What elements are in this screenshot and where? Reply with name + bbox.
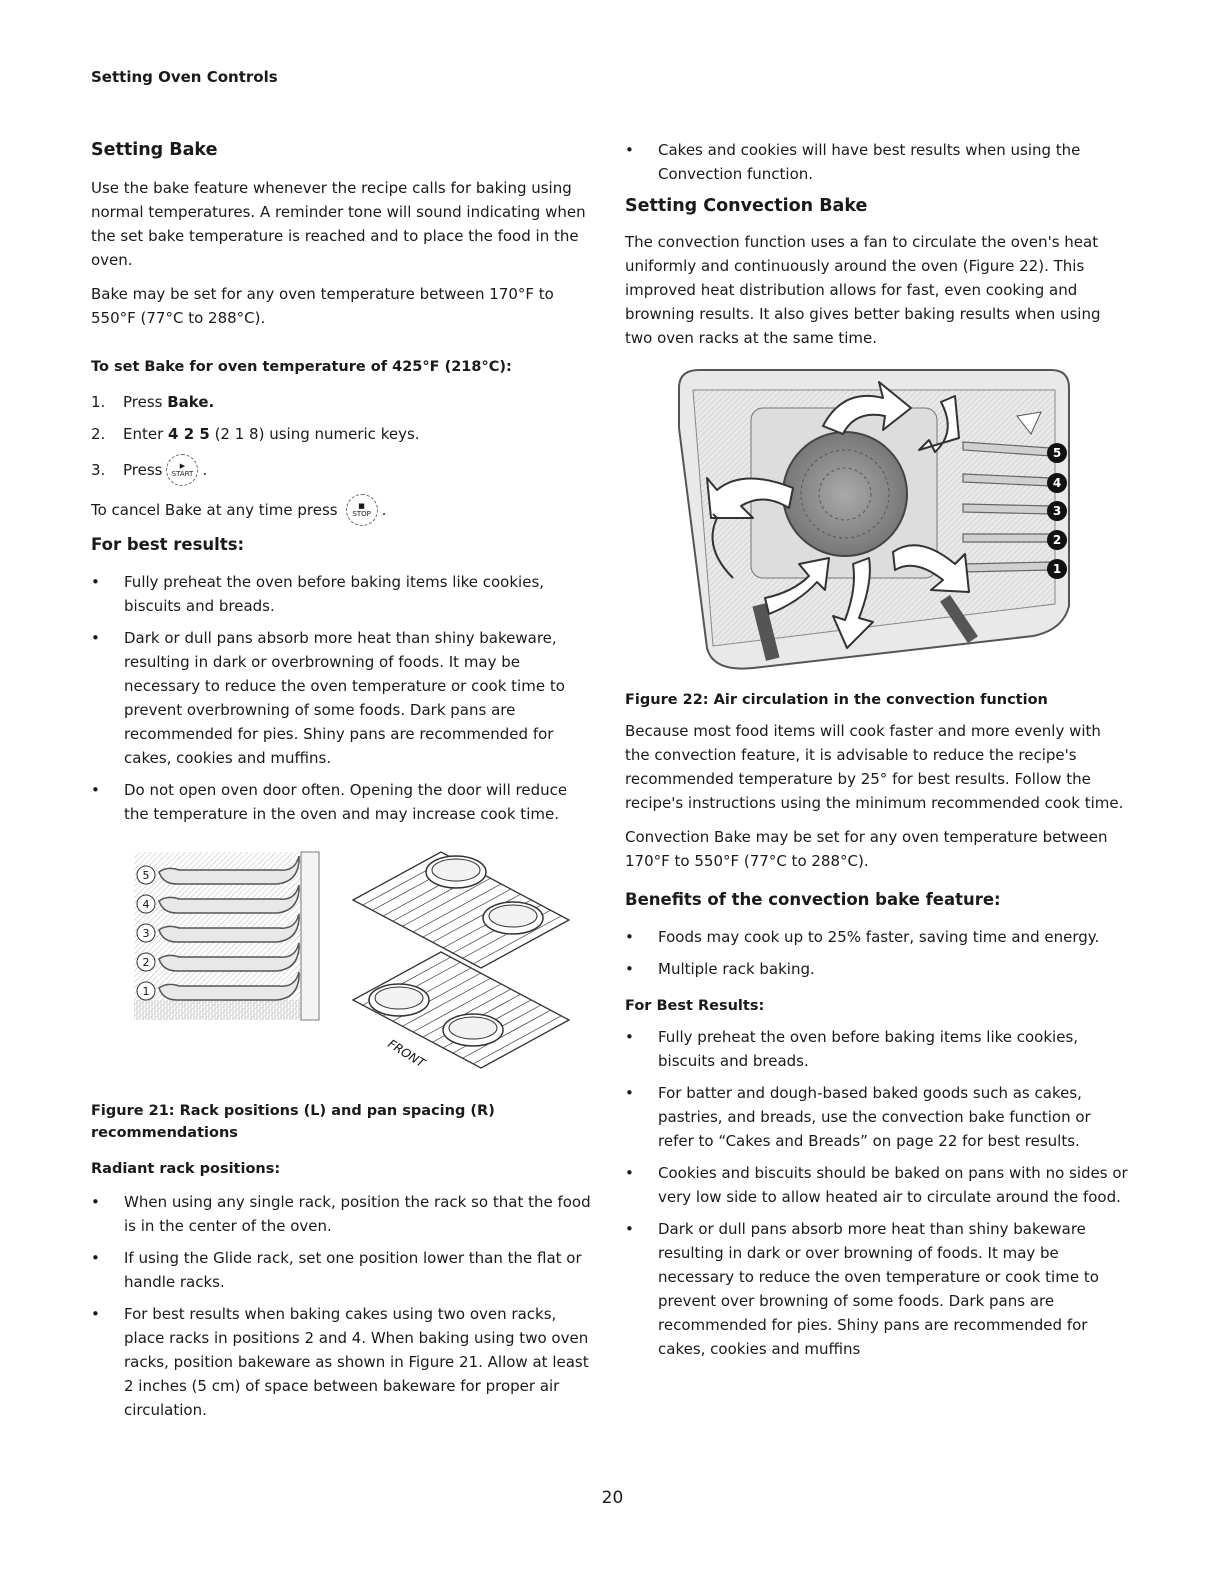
best-results-list	[91, 570, 591, 826]
start-label: START	[171, 470, 194, 478]
benefits-heading: Benefits of the convection bake feature:	[625, 890, 1001, 909]
convection-best-results-list	[625, 1025, 1130, 1361]
list-item: • Fully preheat the oven before baking items like cookies, biscuits and breads.	[625, 1025, 1130, 1073]
cancel-period: .	[381, 501, 387, 519]
figure-22-caption: Figure 22: Air circulation in the convection function	[625, 692, 1048, 708]
rack-label-2: 2	[1052, 533, 1062, 547]
rack-label-3: 3	[142, 927, 150, 940]
radiant-list	[91, 1190, 591, 1422]
numeric-keys-label: 4 2 5	[168, 425, 210, 443]
cakes-bullet-list	[625, 138, 1130, 186]
convection-bake-heading: Setting Convection Bake	[625, 196, 868, 216]
bake-range-paragraph: Bake may be set for any oven temperature between 170°F to 550°F (77°C to 288°C).	[91, 285, 554, 327]
step-item	[91, 390, 591, 414]
list-item: • Dark or dull pans absorb more heat than shiny bakeware resulting in dark or over browning of foods. It may be necessary to reduce the oven temperature or cook time to prevent over browning of some foods. Dark pans are recommended for pies. Shiny pans are recommended for cakes, cookies and muffins	[625, 1217, 1130, 1361]
bake-key-label: Bake.	[167, 393, 215, 411]
rack-label-1: 1	[142, 985, 150, 998]
step-item	[91, 454, 591, 486]
step-number: 2.	[91, 425, 106, 443]
best-results-heading-convection: For Best Results:	[625, 998, 765, 1014]
stop-button-icon	[346, 494, 378, 526]
front-label: FRONT	[385, 1036, 428, 1071]
radiant-heading: Radiant rack positions:	[91, 1161, 281, 1177]
rack-label-3: 3	[1052, 504, 1062, 518]
step-text: (2 1 8) using numeric keys.	[209, 425, 420, 443]
rack-positions-illustration	[134, 852, 319, 1020]
lower-rack	[353, 952, 569, 1068]
fan-icon	[783, 432, 907, 556]
convection-intro-paragraph: The convection function uses a fan to circulate the oven's heat uniformly and continuously around the oven (Figure 22). This improved heat distribution allows for fast, even cooking and browning results. It also gives better baking results when using two oven racks at the same time.	[625, 233, 1101, 347]
figure-21-caption: Figure 21: Rack positions (L) and pan spacing (R) recommendations	[91, 1103, 495, 1141]
page-number: 20	[601, 1488, 624, 1508]
list-item: • For best results when baking cakes using two oven racks, place racks in positions 2 and 4. When baking using two oven racks, position bakeware as shown in Figure 21. Allow at least 2 inches (5 cm) of space between bakeware for proper air circulation.	[91, 1302, 591, 1422]
rack-label-4: 4	[1052, 476, 1062, 490]
cancel-instruction	[91, 494, 591, 526]
best-results-heading: For best results:	[91, 535, 245, 554]
step-number: 3.	[91, 461, 106, 479]
list-item: • Multiple rack baking.	[625, 957, 1130, 981]
figure-21	[91, 850, 591, 1090]
list-item: • For batter and dough-based baked goods such as cakes, pastries, and breads, use the convection bake function or refer to “Cakes and Breads” on page 22 for best results.	[625, 1081, 1130, 1153]
convection-range-paragraph: Convection Bake may be set for any oven temperature between 170°F to 550°F (77°C to 288°C).	[625, 828, 1108, 870]
list-item: • Cakes and cookies will have best results when using the Convection function.	[625, 138, 1130, 186]
rack-label-1: 1	[1052, 562, 1062, 576]
to-set-bake-heading: To set Bake for oven temperature of 425°F (218°C):	[91, 359, 512, 375]
rack-label-2: 2	[142, 956, 150, 969]
list-item: • Do not open oven door often. Opening the door will reduce the temperature in the oven and may increase cook time.	[91, 778, 591, 826]
benefits-list	[625, 925, 1130, 981]
start-button-icon	[166, 454, 198, 486]
cancel-text: To cancel Bake at any time press	[91, 501, 338, 519]
rack-label-5: 5	[142, 869, 150, 882]
step-text: .	[202, 461, 208, 479]
list-item: • Foods may cook up to 25% faster, saving time and energy.	[625, 925, 1130, 949]
rack-label-5: 5	[1052, 446, 1062, 460]
step-text: Press	[123, 461, 163, 479]
setting-bake-heading: Setting Bake	[91, 140, 218, 160]
rack-diagram	[91, 850, 591, 1090]
left-column	[91, 138, 591, 1430]
step-item	[91, 422, 591, 446]
upper-rack	[353, 852, 569, 968]
bake-steps	[91, 390, 591, 486]
list-item: • Cookies and biscuits should be baked on pans with no sides or very low side to allow heated air to circulate around the food.	[625, 1161, 1130, 1209]
convection-diagram	[673, 368, 1073, 683]
page-header: Setting Oven Controls	[91, 68, 278, 86]
rack-label-4: 4	[142, 898, 150, 911]
convection-temp-paragraph: Because most food items will cook faster and more evenly with the convection feature, it is advisable to reduce the recipe's recommended temperature by 25° for best results. Follow the recipe's instructions using the minimum recommended cook time.	[625, 722, 1124, 812]
stop-label: STOP	[352, 510, 371, 518]
pan-spacing-illustration	[353, 852, 569, 1071]
list-item: • Fully preheat the oven before baking items like cookies, biscuits and breads.	[91, 570, 591, 618]
list-item: • Dark or dull pans absorb more heat than shiny bakeware, resulting in dark or overbrowning of foods. It may be necessary to reduce the oven temperature or cook time to prevent overbrowning of some foods. Dark pans are recommended for pies. Shiny pans are recommended for cakes, cookies and muffins.	[91, 626, 591, 770]
right-column	[625, 138, 1130, 1369]
step-text: Enter	[123, 425, 169, 443]
figure-22	[673, 368, 1130, 683]
step-number: 1.	[91, 393, 106, 411]
list-item: • When using any single rack, position the rack so that the food is in the center of the oven.	[91, 1190, 591, 1238]
step-text: Press	[123, 393, 168, 411]
play-icon: ▶	[179, 462, 186, 470]
list-item: • If using the Glide rack, set one position lower than the flat or handle racks.	[91, 1246, 591, 1294]
bake-intro-paragraph: Use the bake feature whenever the recipe calls for baking using normal temperatures. A reminder tone will sound indicating when the set bake temperature is reached and to place the food in the oven.	[91, 179, 586, 269]
stop-square-icon: ■	[358, 502, 365, 510]
